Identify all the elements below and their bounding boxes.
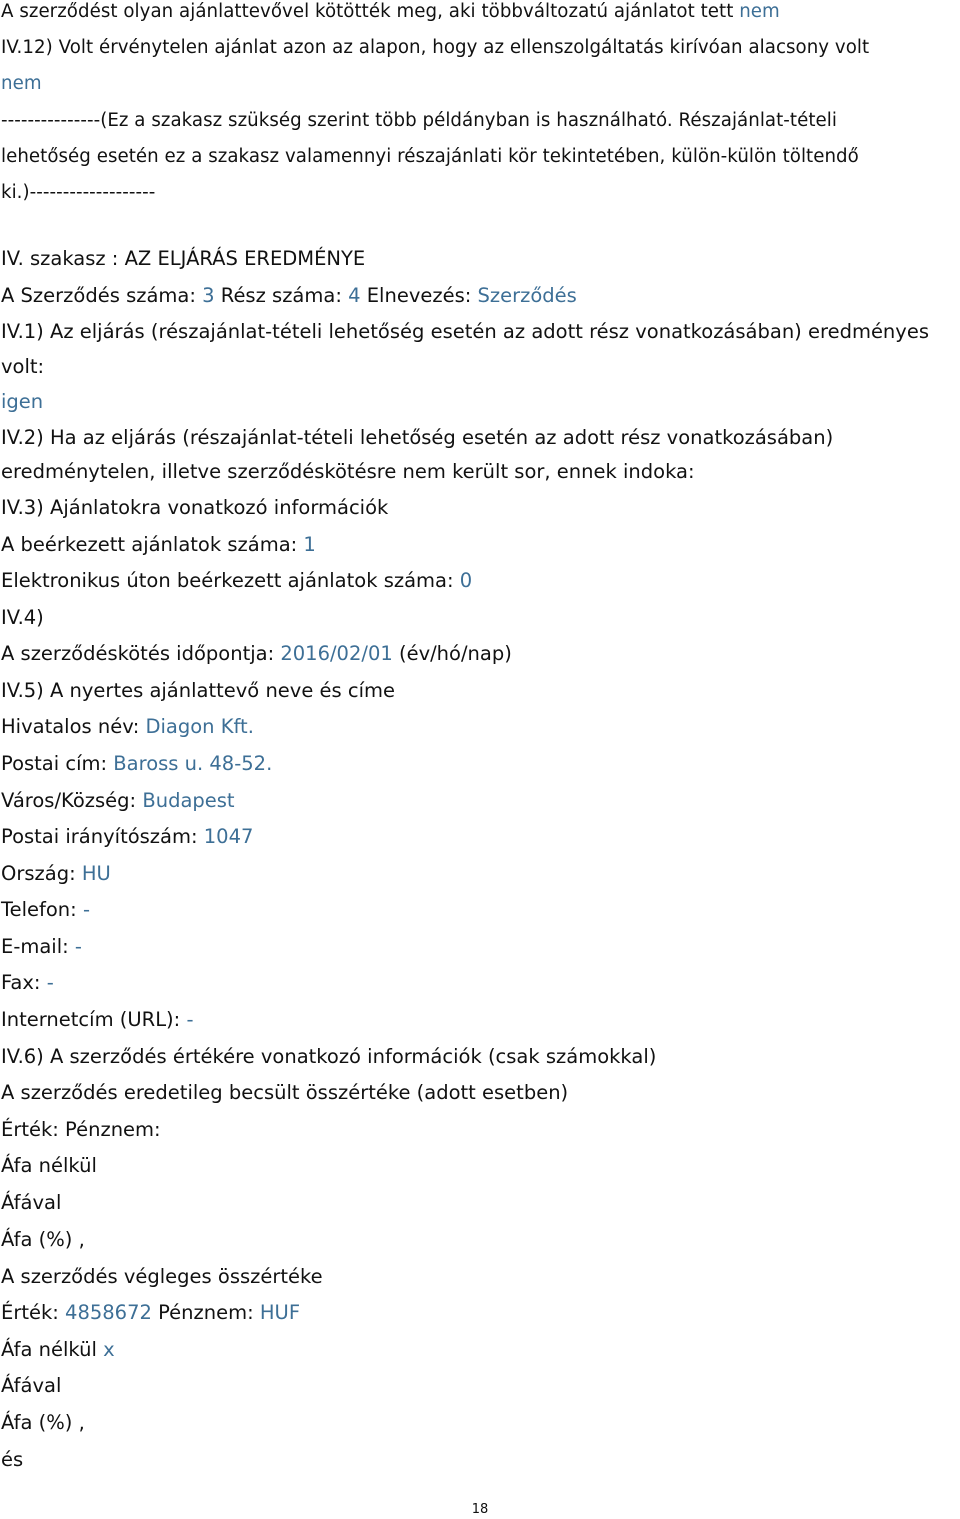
final-vat: Áfa (%) , — [1, 1411, 85, 1434]
final-net-line: Áfa nélkül x — [1, 1338, 115, 1361]
offers-count: 1 — [303, 533, 316, 556]
iv2-line-2: eredménytelen, illetve szerződéskötésre nem került sor, ennek indoka: — [1, 460, 695, 483]
estimated-vat: Áfa (%) , — [1, 1228, 85, 1251]
city: Budapest — [142, 789, 235, 812]
part-number: 4 — [348, 284, 361, 307]
estimated-title: A szerződés eredetileg becsült összértéke (adott esetben) — [1, 1081, 569, 1104]
iv5-title: IV.5) A nyertes ajánlattevő neve és címe — [1, 679, 396, 702]
iv3-title: IV.3) Ajánlatokra vonatkozó információk — [1, 496, 389, 519]
final-value-line: Érték: 4858672 Pénznem: HUF — [1, 1301, 301, 1324]
fax: - — [46, 971, 54, 994]
phone: - — [82, 898, 90, 921]
fax-line: Fax: - — [1, 971, 54, 994]
eoffers-line: Elektronikus úton beérkezett ajánlatok száma: 0 — [1, 569, 473, 592]
final-currency: HUF — [259, 1301, 301, 1324]
country-line: Ország: HU — [1, 862, 111, 885]
official-name-line: Hivatalos név: Diagon Kft. — [1, 715, 254, 738]
email-line: E-mail: - — [1, 935, 82, 958]
eoffers-count: 0 — [459, 569, 473, 592]
note-line-2: lehetőség esetén ez a szakasz valamennyi részajánlati kör tekintetében, külön-külön töltendő — [1, 146, 859, 167]
final-net-mark: x — [103, 1338, 115, 1361]
email: - — [74, 935, 82, 958]
section-title: IV. szakasz : AZ ELJÁRÁS EREDMÉNYE — [1, 247, 366, 270]
estimated-value-line: Érték: Pénznem: — [1, 1118, 161, 1141]
note-line-3: ki.)------------------- — [1, 182, 156, 203]
and-text: és — [1, 1448, 24, 1471]
url: - — [186, 1008, 194, 1031]
iv2-line-1: IV.2) Ha az eljárás (részajánlat-tételi lehetőség esetén az adott rész vonatkozásában) — [1, 426, 834, 449]
url-line: Internetcím (URL): - — [1, 1008, 194, 1031]
multivariant-line — [1, 0, 956, 24]
contract-line: A Szerződés száma: 3 Rész száma: 4 Elnevezés: Szerződés — [1, 284, 577, 307]
multivariant-label: A szerződést olyan ajánlattevővel kötötték meg, aki többváltozatú ajánlatot tett — [1, 1, 734, 22]
iv1-line-1: IV.1) Az eljárás (részajánlat-tételi lehetőség esetén az adott rész vonatkozásában) eredményes — [1, 320, 929, 343]
multivariant-value: nem — [739, 1, 780, 22]
contract-date: 2016/02/01 — [280, 642, 393, 665]
contract-number: 3 — [202, 284, 215, 307]
note-line-1: ---------------(Ez a szakasz szükség szerint több példányban is használható. Részajánlat-tételi — [1, 110, 837, 131]
final-title: A szerződés végleges összértéke — [1, 1265, 323, 1288]
iv4-title: IV.4) — [1, 606, 44, 629]
iv1-line-2: volt: — [1, 355, 45, 378]
zip-code: 1047 — [203, 825, 254, 848]
city-line: Város/Község: Budapest — [1, 789, 235, 812]
phone-line: Telefon: - — [1, 898, 90, 921]
estimated-net: Áfa nélkül — [1, 1154, 97, 1177]
offers-line: A beérkezett ajánlatok száma: 1 — [1, 533, 316, 556]
address-line: Postai cím: Baross u. 48-52. — [1, 752, 273, 775]
zip-line: Postai irányítószám: 1047 — [1, 825, 254, 848]
postal-address: Baross u. 48-52. — [113, 752, 273, 775]
final-gross: Áfával — [1, 1374, 62, 1397]
iv12-value: nem — [1, 73, 42, 94]
official-name: Diagon Kft. — [145, 715, 254, 738]
contract-name: Szerződés — [477, 284, 577, 307]
final-value: 4858672 — [65, 1301, 152, 1324]
iv12-line: IV.12) Volt érvénytelen ajánlat azon az alapon, hogy az ellenszolgáltatás kirívóan alacsony volt — [1, 37, 870, 58]
iv6-title: IV.6) A szerződés értékére vonatkozó információk (csak számokkal) — [1, 1045, 657, 1068]
page-number: 18 — [471, 1502, 489, 1517]
estimated-gross: Áfával — [1, 1191, 62, 1214]
date-line: A szerződéskötés időpontja: 2016/02/01 (év/hó/nap) — [1, 642, 512, 665]
country: HU — [81, 862, 111, 885]
iv1-value: igen — [1, 390, 44, 413]
